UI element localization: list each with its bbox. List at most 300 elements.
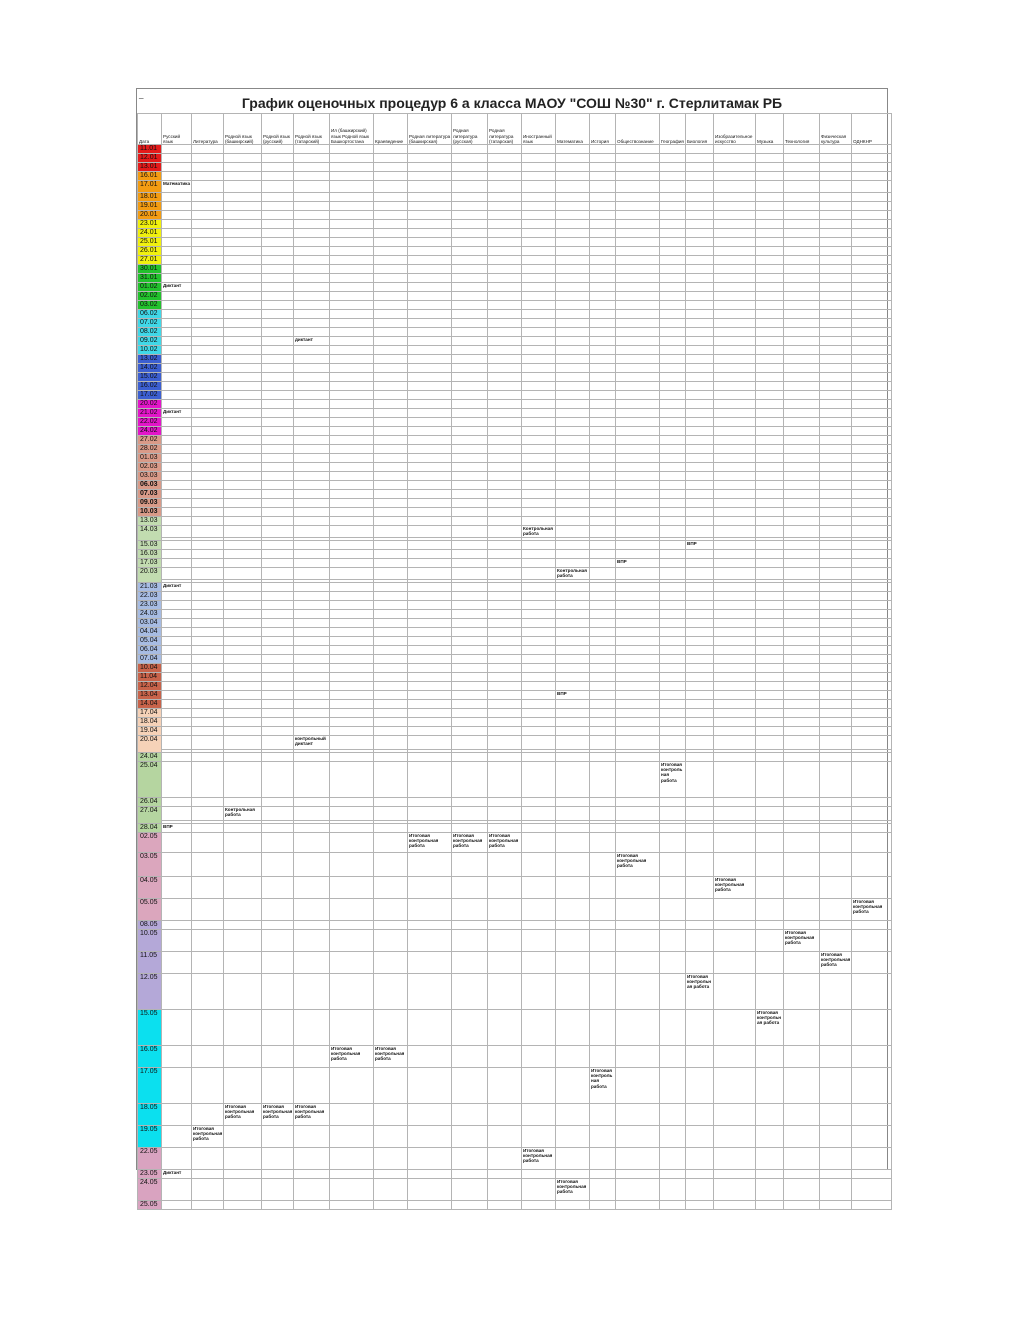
table-cell xyxy=(408,974,452,1010)
table-cell xyxy=(162,499,192,508)
table-cell xyxy=(852,583,892,592)
table-cell xyxy=(660,400,686,409)
table-cell xyxy=(714,526,756,538)
table-cell xyxy=(756,628,784,637)
table-cell xyxy=(224,601,262,610)
table-cell xyxy=(756,727,784,736)
table-cell xyxy=(262,974,294,1010)
table-cell xyxy=(162,1104,192,1126)
table-cell xyxy=(616,436,660,445)
table-cell xyxy=(784,247,820,256)
table-cell xyxy=(590,1104,616,1126)
table-cell xyxy=(162,798,192,807)
table-cell xyxy=(556,172,590,181)
table-cell xyxy=(452,682,488,691)
table-cell xyxy=(452,727,488,736)
table-cell xyxy=(192,409,224,418)
table-cell xyxy=(522,328,556,337)
table-cell xyxy=(820,526,852,538)
table-cell xyxy=(714,1170,756,1179)
table-cell xyxy=(820,463,852,472)
table-cell xyxy=(330,673,374,682)
table-cell xyxy=(408,664,452,673)
table-cell xyxy=(756,499,784,508)
table-cell xyxy=(820,409,852,418)
table-cell xyxy=(452,238,488,247)
table-row xyxy=(138,154,892,163)
table-cell xyxy=(556,1104,590,1126)
table-cell xyxy=(616,247,660,256)
assessment-cell: Контрольная работа xyxy=(224,807,262,821)
table-cell xyxy=(556,274,590,283)
table-cell xyxy=(686,418,714,427)
table-cell xyxy=(408,490,452,499)
table-cell xyxy=(852,292,892,301)
table-cell xyxy=(660,436,686,445)
table-cell xyxy=(784,283,820,292)
table-cell xyxy=(330,154,374,163)
table-cell xyxy=(262,637,294,646)
table-cell xyxy=(488,824,522,833)
table-cell xyxy=(756,172,784,181)
table-cell xyxy=(556,517,590,526)
table-cell xyxy=(192,301,224,310)
column-header: Родная литература (татарская) xyxy=(488,114,522,145)
table-cell xyxy=(294,807,330,821)
table-cell xyxy=(522,592,556,601)
table-cell xyxy=(556,899,590,921)
table-cell xyxy=(820,753,852,762)
table-cell xyxy=(590,568,616,580)
column-header: История xyxy=(590,114,616,145)
table-cell xyxy=(714,974,756,1010)
date-cell: 20.03 xyxy=(138,568,162,583)
table-cell xyxy=(522,172,556,181)
table-cell xyxy=(616,628,660,637)
table-cell xyxy=(330,1201,374,1210)
table-row xyxy=(138,637,892,646)
column-header: ОДНКНР xyxy=(852,114,892,145)
table-cell xyxy=(556,583,590,592)
table-cell xyxy=(224,163,262,172)
table-cell xyxy=(294,727,330,736)
table-cell xyxy=(784,798,820,807)
table-cell xyxy=(820,364,852,373)
assessment-cell: Итоговая контрольная работа xyxy=(330,1046,374,1068)
table-cell xyxy=(330,265,374,274)
table-cell xyxy=(408,364,452,373)
table-cell xyxy=(408,193,452,202)
table-cell xyxy=(330,292,374,301)
table-cell xyxy=(820,824,852,833)
table-cell xyxy=(330,391,374,400)
table-cell xyxy=(330,541,374,550)
date-cell: 13.01 xyxy=(138,163,162,172)
table-cell xyxy=(192,364,224,373)
table-row xyxy=(138,974,892,1010)
table-cell xyxy=(784,172,820,181)
table-row xyxy=(138,601,892,610)
table-cell xyxy=(556,163,590,172)
table-cell xyxy=(784,691,820,700)
table-cell xyxy=(374,481,408,490)
table-cell xyxy=(408,753,452,762)
table-cell xyxy=(590,274,616,283)
table-cell xyxy=(192,427,224,436)
table-row xyxy=(138,238,892,247)
table-cell xyxy=(452,655,488,664)
date-cell: 06.04 xyxy=(138,646,162,655)
table-cell xyxy=(714,319,756,328)
table-cell xyxy=(488,583,522,592)
table-cell xyxy=(820,418,852,427)
date-cell: 07.03 xyxy=(138,490,162,499)
table-cell xyxy=(852,1201,892,1210)
assessment-cell: ВПР xyxy=(686,541,714,550)
table-cell xyxy=(162,436,192,445)
table-cell xyxy=(714,559,756,568)
table-cell xyxy=(756,481,784,490)
table-row xyxy=(138,628,892,637)
table-cell xyxy=(330,373,374,382)
date-cell: 24.02 xyxy=(138,427,162,436)
column-header: Физическая культура xyxy=(820,114,852,145)
assessment-cell: Итоговая контрольная работа xyxy=(784,930,820,952)
table-cell xyxy=(714,1046,756,1068)
table-cell xyxy=(852,682,892,691)
table-cell xyxy=(660,853,686,877)
table-cell xyxy=(192,283,224,292)
column-header: Литература xyxy=(192,114,224,145)
table-cell xyxy=(590,172,616,181)
table-cell xyxy=(784,1010,820,1046)
table-cell xyxy=(616,463,660,472)
table-cell xyxy=(408,427,452,436)
table-cell xyxy=(162,655,192,664)
assessment-cell: Итоговая контрольная работа xyxy=(294,1104,330,1126)
table-cell xyxy=(756,807,784,821)
table-cell xyxy=(192,637,224,646)
table-cell xyxy=(294,517,330,526)
table-row xyxy=(138,619,892,628)
table-cell xyxy=(686,202,714,211)
table-cell xyxy=(784,292,820,301)
table-cell xyxy=(488,247,522,256)
table-cell xyxy=(330,508,374,517)
table-cell xyxy=(756,454,784,463)
table-cell xyxy=(820,673,852,682)
table-cell xyxy=(616,517,660,526)
table-cell xyxy=(686,718,714,727)
date-cell: 03.05 xyxy=(138,853,162,877)
table-cell xyxy=(660,673,686,682)
table-cell xyxy=(162,400,192,409)
table-cell xyxy=(224,559,262,568)
table-cell xyxy=(714,409,756,418)
table-cell xyxy=(192,718,224,727)
table-cell xyxy=(192,508,224,517)
table-cell xyxy=(330,499,374,508)
table-cell xyxy=(756,682,784,691)
date-cell: 09.02 xyxy=(138,337,162,346)
table-cell xyxy=(408,229,452,238)
table-cell xyxy=(820,346,852,355)
table-cell xyxy=(192,709,224,718)
assessment-cell: Итоговая контрольная работа xyxy=(452,833,488,853)
table-cell xyxy=(224,145,262,154)
table-cell xyxy=(784,853,820,877)
table-cell xyxy=(660,833,686,853)
table-cell xyxy=(408,1010,452,1046)
table-cell xyxy=(714,1179,756,1201)
table-cell xyxy=(852,921,892,930)
table-cell xyxy=(294,583,330,592)
table-cell xyxy=(820,400,852,409)
table-cell xyxy=(590,709,616,718)
assessment-cell: Итоговая контрольная работа xyxy=(556,1179,590,1201)
table-cell xyxy=(452,445,488,454)
table-cell xyxy=(408,601,452,610)
date-cell: 16.05 xyxy=(138,1046,162,1068)
table-cell xyxy=(852,481,892,490)
table-row xyxy=(138,736,892,750)
table-row xyxy=(138,517,892,526)
table-row xyxy=(138,646,892,655)
table-cell xyxy=(784,463,820,472)
table-cell xyxy=(262,610,294,619)
table-cell xyxy=(714,445,756,454)
date-cell: 10.03 xyxy=(138,508,162,517)
table-cell xyxy=(294,1170,330,1179)
table-cell xyxy=(590,472,616,481)
table-cell xyxy=(714,583,756,592)
table-cell xyxy=(408,526,452,538)
table-cell xyxy=(660,952,686,974)
table-cell xyxy=(162,481,192,490)
table-cell xyxy=(616,526,660,538)
assessment-cell: ВПР xyxy=(616,559,660,568)
table-cell xyxy=(224,1126,262,1148)
table-cell xyxy=(590,499,616,508)
table-cell xyxy=(192,1046,224,1068)
table-cell xyxy=(686,921,714,930)
table-cell xyxy=(660,292,686,301)
table-cell xyxy=(590,355,616,364)
table-cell xyxy=(488,1126,522,1148)
table-cell xyxy=(408,700,452,709)
table-cell xyxy=(714,727,756,736)
table-cell xyxy=(224,508,262,517)
table-cell xyxy=(660,454,686,463)
table-cell xyxy=(756,1126,784,1148)
table-row xyxy=(138,427,892,436)
table-cell xyxy=(686,409,714,418)
table-cell xyxy=(224,526,262,538)
table-cell xyxy=(590,526,616,538)
table-row xyxy=(138,202,892,211)
table-cell xyxy=(408,202,452,211)
table-cell xyxy=(224,436,262,445)
table-cell xyxy=(262,499,294,508)
table-cell xyxy=(820,193,852,202)
table-cell xyxy=(852,601,892,610)
table-cell xyxy=(224,328,262,337)
table-cell xyxy=(224,373,262,382)
table-cell xyxy=(162,346,192,355)
table-cell xyxy=(522,877,556,899)
table-cell xyxy=(374,753,408,762)
table-cell xyxy=(224,355,262,364)
table-cell xyxy=(660,274,686,283)
table-cell xyxy=(714,274,756,283)
table-cell xyxy=(262,798,294,807)
table-cell xyxy=(660,1201,686,1210)
table-cell xyxy=(686,583,714,592)
table-cell xyxy=(616,727,660,736)
table-cell xyxy=(616,490,660,499)
table-cell xyxy=(784,952,820,974)
table-cell xyxy=(556,1201,590,1210)
table-cell xyxy=(556,762,590,798)
table-cell xyxy=(820,391,852,400)
table-cell xyxy=(756,1201,784,1210)
table-cell xyxy=(262,930,294,952)
table-cell xyxy=(262,877,294,899)
table-cell xyxy=(852,753,892,762)
table-cell xyxy=(162,310,192,319)
table-cell xyxy=(784,1179,820,1201)
table-cell xyxy=(616,202,660,211)
table-cell xyxy=(488,1068,522,1104)
date-cell: 14.04 xyxy=(138,700,162,709)
table-cell xyxy=(522,833,556,853)
table-cell xyxy=(330,472,374,481)
table-cell xyxy=(330,718,374,727)
table-cell xyxy=(660,559,686,568)
table-cell xyxy=(374,568,408,580)
table-cell xyxy=(756,736,784,750)
table-cell xyxy=(686,229,714,238)
table-cell xyxy=(452,202,488,211)
table-row xyxy=(138,364,892,373)
table-cell xyxy=(820,559,852,568)
table-cell xyxy=(330,193,374,202)
table-cell xyxy=(452,328,488,337)
table-cell xyxy=(522,700,556,709)
table-cell xyxy=(488,163,522,172)
date-cell: 21.03 xyxy=(138,583,162,592)
table-cell xyxy=(330,274,374,283)
table-cell xyxy=(556,673,590,682)
table-cell xyxy=(616,418,660,427)
table-cell xyxy=(488,592,522,601)
table-cell xyxy=(488,364,522,373)
table-cell xyxy=(522,283,556,292)
assessment-cell: Диктант xyxy=(162,283,192,292)
table-cell xyxy=(262,181,294,193)
table-row xyxy=(138,1068,892,1104)
table-cell xyxy=(374,145,408,154)
table-cell xyxy=(224,736,262,750)
assessment-cell: Итоговая контрольная работа xyxy=(522,1148,556,1170)
table-cell xyxy=(374,355,408,364)
table-cell xyxy=(590,930,616,952)
table-cell xyxy=(756,646,784,655)
table-cell xyxy=(522,373,556,382)
table-cell xyxy=(522,292,556,301)
table-cell xyxy=(820,899,852,921)
table-cell xyxy=(294,762,330,798)
table-cell xyxy=(616,220,660,229)
table-cell xyxy=(522,256,556,265)
table-cell xyxy=(522,568,556,580)
table-cell xyxy=(408,1126,452,1148)
table-cell xyxy=(686,952,714,974)
date-cell: 11.01 xyxy=(138,145,162,154)
table-cell xyxy=(374,247,408,256)
table-cell xyxy=(452,373,488,382)
table-cell xyxy=(522,427,556,436)
table-cell xyxy=(488,691,522,700)
table-cell xyxy=(408,1068,452,1104)
column-header: Биология xyxy=(686,114,714,145)
table-cell xyxy=(714,202,756,211)
column-header: Иностранный язык xyxy=(522,114,556,145)
table-cell xyxy=(224,1010,262,1046)
table-row xyxy=(138,481,892,490)
table-cell xyxy=(408,517,452,526)
table-cell xyxy=(294,436,330,445)
table-cell xyxy=(374,646,408,655)
date-cell: 22.03 xyxy=(138,592,162,601)
table-cell xyxy=(408,292,452,301)
column-header: Родная литература (башкирская) xyxy=(408,114,452,145)
table-cell xyxy=(374,517,408,526)
table-cell xyxy=(756,655,784,664)
table-cell xyxy=(224,256,262,265)
table-cell xyxy=(556,798,590,807)
table-cell xyxy=(294,193,330,202)
table-cell xyxy=(192,490,224,499)
table-cell xyxy=(590,310,616,319)
table-cell xyxy=(162,619,192,628)
table-cell xyxy=(330,163,374,172)
assessment-cell: Итоговая контрольная работа xyxy=(852,899,892,921)
table-cell xyxy=(488,310,522,319)
table-cell xyxy=(374,682,408,691)
table-cell xyxy=(162,1010,192,1046)
table-cell xyxy=(784,229,820,238)
table-row xyxy=(138,328,892,337)
table-cell xyxy=(374,592,408,601)
table-cell xyxy=(262,550,294,559)
table-cell xyxy=(616,229,660,238)
table-cell xyxy=(262,1126,294,1148)
table-cell xyxy=(408,583,452,592)
table-cell xyxy=(262,436,294,445)
table-row xyxy=(138,418,892,427)
table-cell xyxy=(224,202,262,211)
table-cell xyxy=(408,824,452,833)
table-cell xyxy=(756,373,784,382)
table-cell xyxy=(192,391,224,400)
table-cell xyxy=(616,472,660,481)
table-cell xyxy=(262,526,294,538)
date-cell: 18.05 xyxy=(138,1104,162,1126)
table-cell xyxy=(522,727,556,736)
table-cell xyxy=(784,762,820,798)
table-cell xyxy=(784,601,820,610)
